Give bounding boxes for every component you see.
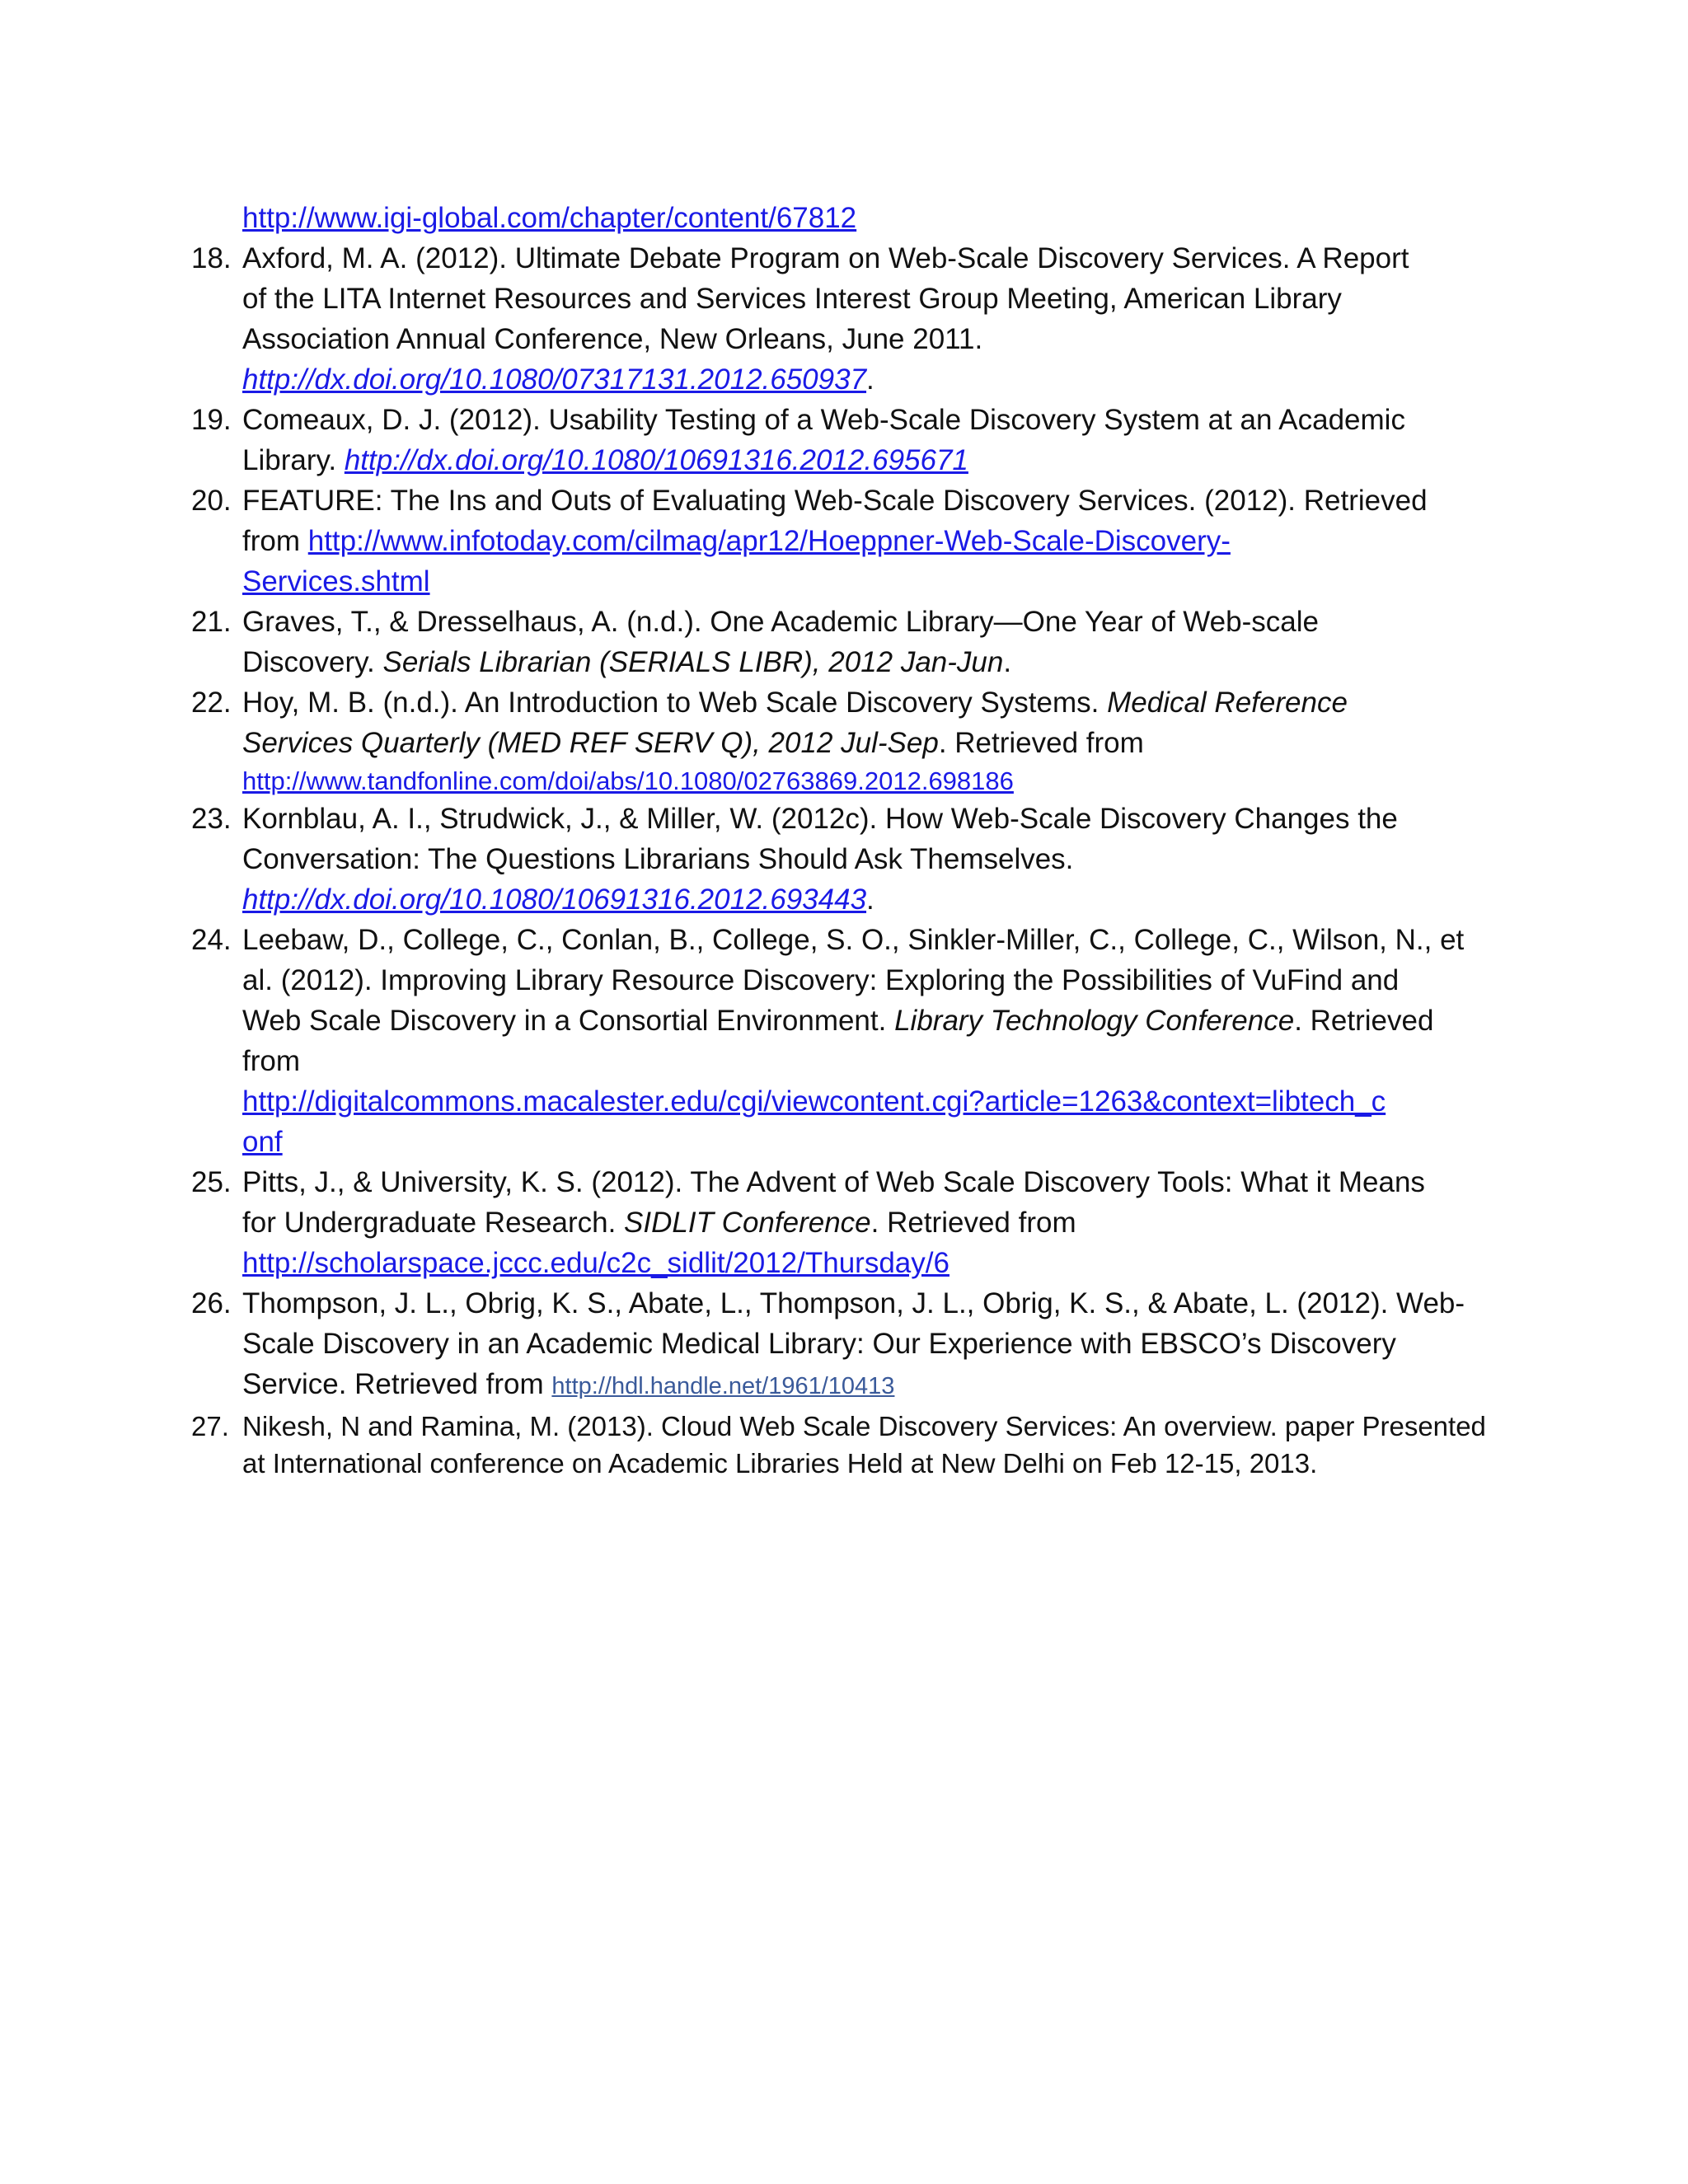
reference-list — [191, 198, 1493, 1482]
reference-18 — [191, 238, 1493, 279]
reference-journal: SIDLIT Conference — [624, 1207, 871, 1239]
reference-text: Pitts, J., & University, K. S. (2012). The Advent of Web Scale Discovery Tools: What it Means — [242, 1166, 1425, 1198]
reference-22 — [191, 682, 1493, 723]
reference-journal: Medical Reference — [1107, 687, 1348, 719]
reference-text: . — [866, 363, 874, 396]
reference-number: 21. — [191, 606, 232, 638]
reference-19 — [191, 400, 1493, 440]
reference-text: Kornblau, A. I., Strudwick, J., & Miller, W. (2012c). How Web-Scale Discovery Changes the — [242, 803, 1398, 835]
reference-text: for Undergraduate Research. — [242, 1207, 625, 1239]
reference-18-line — [191, 359, 1493, 400]
reference-25-line — [191, 1202, 1493, 1243]
reference-26-link[interactable]: http://hdl.handle.net/1961/10413 — [551, 1373, 895, 1399]
reference-20-line — [191, 521, 1493, 561]
reference-24-line — [191, 1001, 1493, 1041]
reference-text: Library. — [242, 444, 345, 476]
reference-25 — [191, 1162, 1493, 1202]
reference-number: 24. — [191, 924, 232, 956]
reference-27-line — [191, 1445, 1493, 1482]
reference-text: Hoy, M. B. (n.d.). An Introduction to Web Scale Discovery Systems. — [242, 687, 1108, 719]
reference-27 — [191, 1408, 1493, 1445]
reference-19-line — [191, 440, 1493, 480]
reference-number: 18. — [191, 242, 232, 274]
reference-number: 22. — [191, 687, 232, 719]
reference-24-line — [191, 1122, 1493, 1162]
reference-24-line — [191, 960, 1493, 1001]
reference-text: . Retrieved from — [870, 1207, 1076, 1239]
reference-26 — [191, 1283, 1493, 1324]
reference-text: al. (2012). Improving Library Resource Discovery: Exploring the Possibilities of VuFind and — [242, 964, 1400, 996]
reference-17-link[interactable]: http://www.igi-global.com/chapter/content/67812 — [242, 202, 857, 234]
reference-text: FEATURE: The Ins and Outs of Evaluating Web-Scale Discovery Services. (2012). Retrieved — [242, 485, 1428, 517]
reference-24-link-continuation[interactable]: onf — [242, 1126, 283, 1158]
reference-text: Association Annual Conference, New Orleans, June 2011. — [242, 323, 983, 355]
reference-text: from — [242, 1045, 300, 1077]
reference-18-line — [191, 279, 1493, 319]
reference-22-line — [191, 763, 1493, 799]
reference-text: Comeaux, D. J. (2012). Usability Testing of a Web-Scale Discovery System at an Academic — [242, 404, 1405, 436]
reference-number: 23. — [191, 803, 232, 835]
reference-journal: Services Quarterly (MED REF SERV Q), 2012 Jul-Sep — [242, 727, 939, 759]
reference-text: Nikesh, N and Ramina, M. (2013). Cloud Web Scale Discovery Services: An overview. paper Presented — [242, 1411, 1486, 1441]
reference-text: . Retrieved from — [938, 727, 1144, 759]
reference-23-line — [191, 879, 1493, 920]
reference-22-line — [191, 723, 1493, 763]
reference-18-link[interactable]: http://dx.doi.org/10.1080/07317131.2012.650937 — [242, 363, 867, 396]
reference-23 — [191, 799, 1493, 839]
reference-text: Leebaw, D., College, C., Conlan, B., College, S. O., Sinkler-Miller, C., College, C., Wilson, N., et — [242, 924, 1465, 956]
reference-24-line — [191, 1081, 1493, 1122]
reference-24-link[interactable]: http://digitalcommons.macalester.edu/cgi/viewcontent.cgi?article=1263&context=libtech_c — [242, 1085, 1386, 1118]
reference-text: from — [242, 525, 308, 557]
reference-text: Web Scale Discovery in a Consortial Environment. — [242, 1005, 895, 1037]
reference-26-line — [191, 1324, 1493, 1364]
reference-number: 19. — [191, 404, 232, 436]
reference-21-line — [191, 642, 1493, 682]
reference-20-link-continuation[interactable]: Services.shtml — [242, 565, 430, 598]
reference-text: . — [866, 883, 874, 916]
reference-text: Thompson, J. L., Obrig, K. S., Abate, L., Thompson, J. L., Obrig, K. S., & Abate, L. (2012). Web- — [242, 1287, 1465, 1319]
reference-23-link[interactable]: http://dx.doi.org/10.1080/10691316.2012.693443 — [242, 883, 867, 916]
reference-number: 25. — [191, 1166, 232, 1198]
reference-24 — [191, 920, 1493, 960]
reference-text: Scale Discovery in an Academic Medical Library: Our Experience with EBSCO’s Discovery — [242, 1328, 1396, 1360]
reference-number: 27. — [191, 1411, 229, 1441]
reference-text: Service. Retrieved from — [242, 1368, 552, 1400]
reference-18-line — [191, 319, 1493, 359]
reference-17-continuation — [191, 198, 1493, 238]
reference-text: . Retrieved — [1294, 1005, 1434, 1037]
reference-number: 26. — [191, 1287, 232, 1319]
reference-21 — [191, 602, 1493, 642]
reference-23-line — [191, 839, 1493, 879]
reference-26-line — [191, 1364, 1493, 1404]
reference-journal: Library Technology Conference — [894, 1005, 1295, 1037]
reference-text: of the LITA Internet Resources and Services Interest Group Meeting, American Library — [242, 283, 1342, 315]
reference-22-link[interactable]: http://www.tandfonline.com/doi/abs/10.1080/02763869.2012.698186 — [242, 766, 1014, 795]
reference-19-link[interactable]: http://dx.doi.org/10.1080/10691316.2012.695671 — [344, 444, 968, 476]
reference-text: Conversation: The Questions Librarians Should Ask Themselves. — [242, 843, 1074, 875]
reference-25-link[interactable]: http://scholarspace.jccc.edu/c2c_sidlit/2012/Thursday/6 — [242, 1247, 950, 1279]
reference-text: Discovery. — [242, 646, 383, 678]
reference-text: Graves, T., & Dresselhaus, A. (n.d.). One Academic Library—One Year of Web-scale — [242, 606, 1319, 638]
reference-text: . — [1003, 646, 1012, 678]
reference-journal: Serials Librarian (SERIALS LIBR), 2012 Jan-Jun — [382, 646, 1004, 678]
reference-20-line — [191, 561, 1493, 602]
reference-24-line — [191, 1041, 1493, 1081]
reference-25-line — [191, 1243, 1493, 1283]
reference-20-link[interactable]: http://www.infotoday.com/cilmag/apr12/Hoeppner-Web-Scale-Discovery- — [307, 525, 1231, 557]
reference-text: Axford, M. A. (2012). Ultimate Debate Program on Web-Scale Discovery Services. A Report — [242, 242, 1409, 274]
reference-number: 20. — [191, 485, 232, 517]
reference-20 — [191, 480, 1493, 521]
reference-text: at International conference on Academic Libraries Held at New Delhi on Feb 12-15, 2013. — [242, 1448, 1318, 1479]
